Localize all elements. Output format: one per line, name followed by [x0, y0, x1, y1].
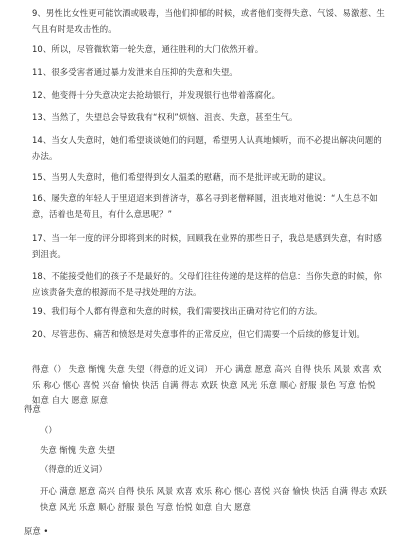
synonym-list: 开心 满意 愿意 高兴 自得 快乐 风景 欢喜 欢乐 称心 惬心 喜悦 兴奋 愉快 快活 自满 得志 欢跃 快意 风光 乐意 顺心 舒服 景色 写意 怡悦 如意 自大 愿意 — [40, 486, 387, 512]
paragraph-14: 14、当女人失意时，她们希望谈谈她们的问题，希望男人认真地倾听，而不必提出解决问题的办法。 — [32, 135, 382, 161]
synonym-heading: （得意的近义词） — [40, 464, 107, 474]
last-line — [24, 524, 379, 540]
end-bullet: • — [43, 526, 49, 536]
section-label-deyi: 得意 — [24, 404, 41, 414]
paragraph-18: 18、不能接受他们的孩子不是最好的。父母们往往传递的是这样的信息：当你失意的时候，你应该责备失意的根源而不是寻找处理的方法。 — [32, 271, 382, 297]
paragraph-20: 20、尽管悲伤、痛苦和愤怒是对失意事件的正常反应，但它们需要一个后续的修复计划。 — [32, 329, 365, 339]
paragraph-11: 11、很多受害者通过暴力发泄来自压抑的失意和失望。 — [32, 67, 238, 77]
last-word: 原意 — [24, 526, 41, 536]
paragraph-9: 9、男性比女性更可能饮酒或吸毒，当他们抑郁的时候，或者他们变得失意、气馁、易激惹、生气且有时是攻击性的。 — [32, 8, 385, 34]
blank-parentheses: （） — [40, 425, 57, 435]
answer-block: 得意（） 失意 惭愧 失意 失望（得意的近义词） 开心 满意 愿意 高兴 自得 快乐 风景 欢喜 欢乐 称心 惬心 喜悦 兴奋 愉快 快活 自满 得志 欢跃 快意 风光 乐意 顺心 舒服 景色 写意 怡悦 如意 自大 愿意 原意 — [32, 364, 382, 405]
antonym-line: 失意 惭愧 失意 失望 — [40, 445, 115, 455]
paragraph-10: 10、所以，尽管微软第一轮失意，通往胜利的大门依然开着。 — [32, 44, 264, 54]
paragraph-19: 19、我们每个人都有得意和失意的时候，我们需要找出正确对待它们的方法。 — [32, 306, 323, 316]
paragraph-15: 15、当男人失意时，他们希望得到女人温柔的慰藉，而不是批评或无助的建议。 — [32, 172, 332, 182]
paragraph-12: 12、他变得十分失意决定去抢劫银行，并发现银行也带着落腐化。 — [32, 90, 281, 100]
paragraph-13: 13、当然了，失望总会导致我有“权利”烦恼、沮丧、失意，甚至生气。 — [32, 112, 298, 122]
paragraph-16: 16、屡失意的年轻人于里迢迢来到普济寺，慕名寻到老僧释圆，沮丧地对他说：“人生总不如意，活着也是苟且，有什么意思呢？” — [32, 193, 378, 219]
paragraph-17: 17、当一年一度的评分即将到来的时候，回顾我在业界的那些日子，我总是感到失意，有时感到沮丧。 — [32, 233, 382, 259]
